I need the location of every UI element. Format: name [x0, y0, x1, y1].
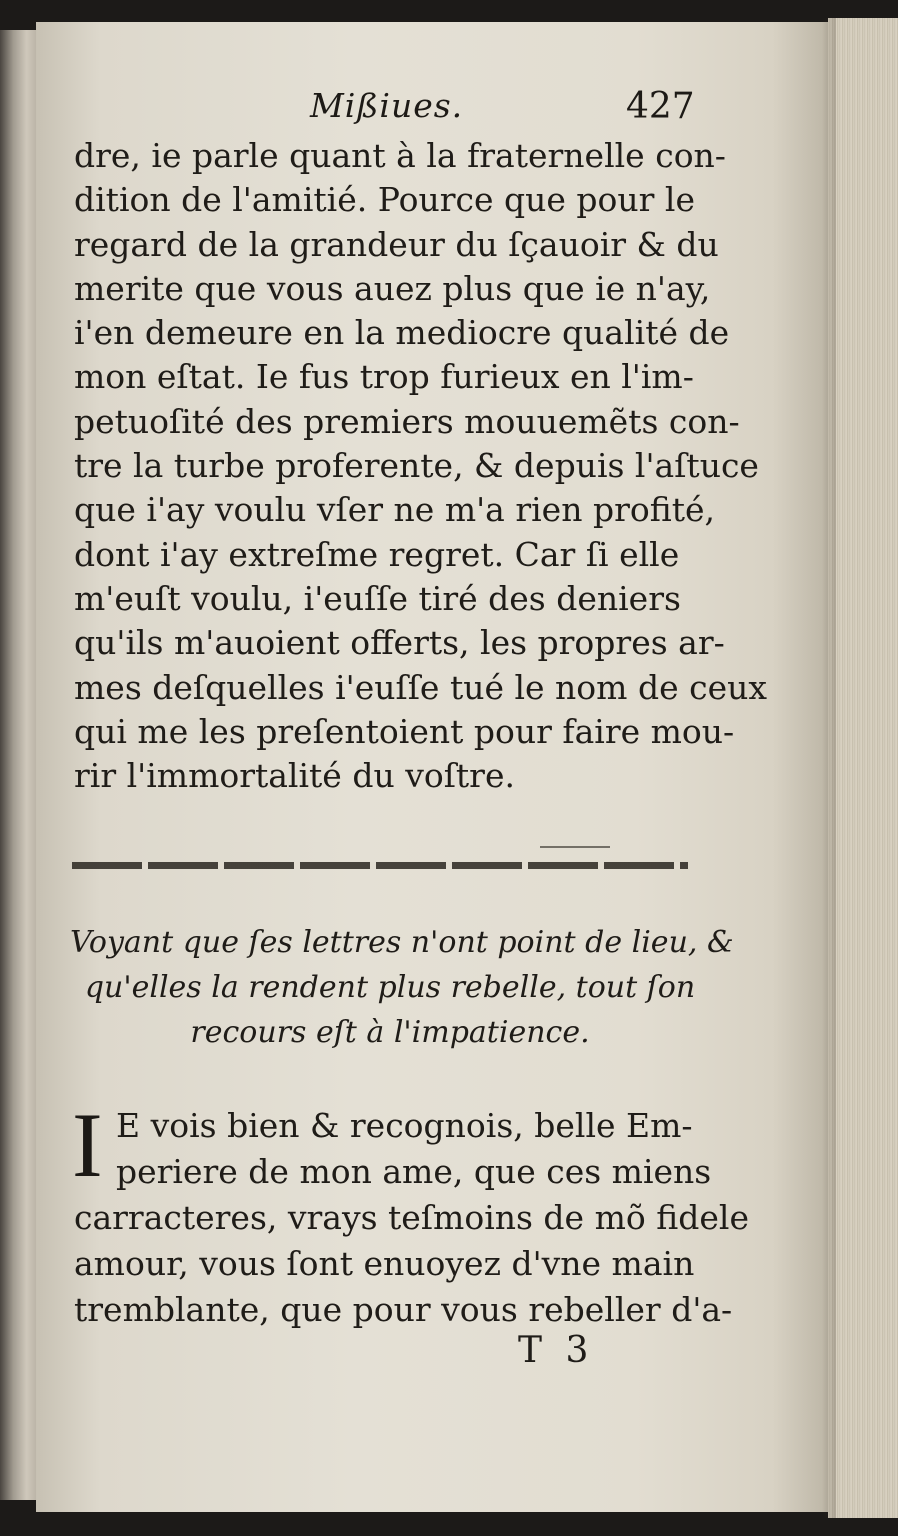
page-block-edge — [828, 18, 898, 1518]
drop-cap: I — [72, 1094, 103, 1196]
letter-argument — [70, 920, 734, 1055]
argument-line: Voyant que ſes lettres n'ont point de lieu, & — [70, 925, 734, 960]
text-line: qu'ils m'auoient offerts, les propres ar- — [74, 623, 725, 663]
text-line: E vois bien & recognois, belle Em- — [116, 1106, 693, 1145]
text-line: merite que vous auez plus que ie n'ay, — [74, 268, 711, 308]
text-line: regard de la grandeur du ſçauoir & du — [74, 224, 719, 264]
text-line: petuoſité des premiers mouuemẽts con- — [74, 401, 740, 441]
letter-end-text — [74, 134, 767, 798]
running-head: Mißiues. — [310, 86, 464, 125]
text-line: m'euſt voulu, i'euſſe tiré des deniers — [74, 578, 681, 618]
text-line: que i'ay voulu vſer ne m'a rien profité, — [74, 490, 716, 530]
ornament-rule-mark — [540, 846, 610, 848]
text-line: periere de mon ame, que ces miens — [116, 1152, 712, 1191]
text-line: qui me les preſentoient pour faire mou- — [74, 711, 735, 751]
text-line: dont i'ay extreſme regret. Car ſi elle — [74, 534, 680, 574]
signature-mark: T 3 — [518, 1330, 595, 1371]
text-line: amour, vous ſont enuoyez d'vne main — [74, 1244, 695, 1283]
argument-line: qu'elles la rendent plus rebelle, tout ſon — [84, 970, 696, 1005]
left-page-edge — [0, 30, 38, 1500]
text-line: tre la turbe proferente, & depuis l'aſtuce — [74, 446, 759, 486]
text-line: carracteres, vrays teſmoins de mõ fidele — [74, 1198, 749, 1237]
text-line: dre, ie parle quant à la fraternelle con- — [74, 136, 726, 175]
text-line: mon eſtat. Ie fus trop furieux en l'im- — [74, 357, 694, 397]
page-number: 427 — [626, 86, 695, 127]
text-line: i'en demeure en la mediocre qualité de — [74, 313, 730, 353]
ornament-rule — [72, 862, 688, 869]
text-line: rir l'immortalité du voſtre. — [74, 756, 515, 796]
argument-line: recours eſt à l'impatience. — [190, 1015, 590, 1050]
page-gutter-shadow — [822, 18, 836, 1518]
new-letter-text — [72, 1094, 749, 1333]
text-line: mes deſquelles i'euſſe tué le nom de ceux — [74, 667, 767, 707]
text-line: tremblante, que pour vous rebeller d'a- — [74, 1290, 733, 1329]
text-line: dition de l'amitié. Pource que pour le — [74, 180, 695, 220]
